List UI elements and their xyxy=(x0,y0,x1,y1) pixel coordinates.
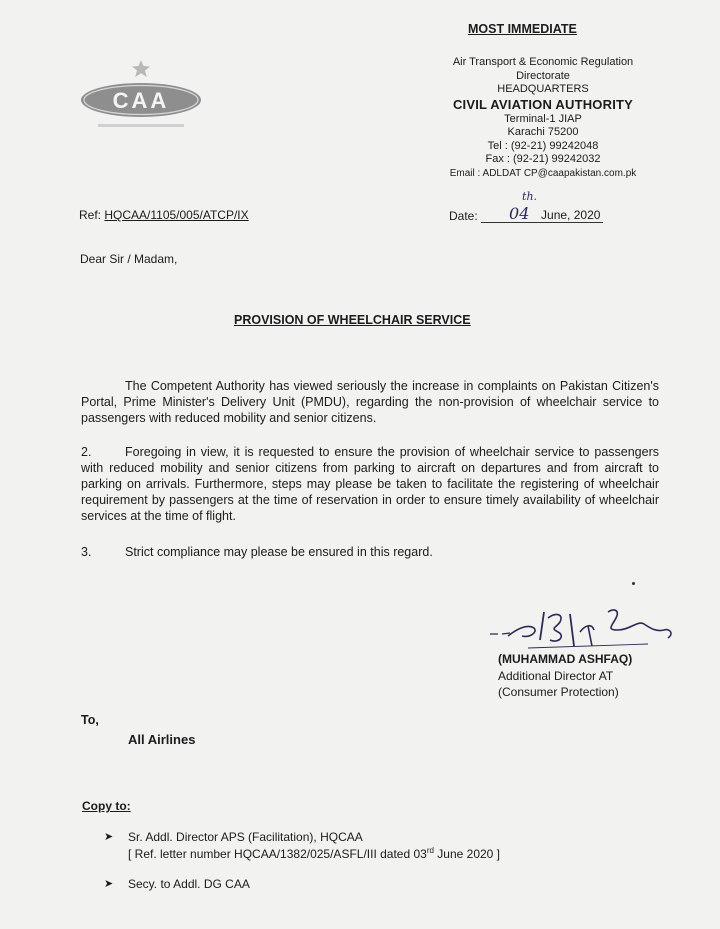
priority-label: MOST IMMEDIATE xyxy=(468,22,577,36)
paragraph-number: 2. xyxy=(81,445,92,459)
email: Email : ADLDAT CP@caapakistan.com.pk xyxy=(449,167,637,179)
signatory-designation: Additional Director AT xyxy=(498,669,614,683)
date-month-year: June, 2020 xyxy=(541,208,601,222)
paragraph-2 xyxy=(81,444,659,524)
copy-to-text: Sr. Addl. Director APS (Facilitation), HQCAA xyxy=(128,830,363,844)
address-line: Directorate xyxy=(516,69,570,82)
ink-dot xyxy=(632,582,635,585)
reference-line xyxy=(79,208,249,222)
logo-text: CAA xyxy=(112,88,170,113)
paragraph-text: Strict compliance may please be ensured in this regard. xyxy=(125,545,433,559)
note-suffix: June 2020 ] xyxy=(433,847,501,861)
copy-to-label: Copy to: xyxy=(82,799,131,813)
caa-logo xyxy=(78,56,206,136)
note-superscript: rd xyxy=(426,846,434,855)
date-field xyxy=(481,190,603,223)
address-line: HEADQUARTERS xyxy=(497,83,589,95)
copy-to-note xyxy=(128,846,500,861)
address-block xyxy=(430,56,656,180)
paragraph-number: 3. xyxy=(81,545,92,559)
address-line: Karachi 75200 xyxy=(507,126,579,138)
ref-label: Ref: xyxy=(79,208,102,222)
date-day: 04 xyxy=(509,204,530,223)
addressee: All Airlines xyxy=(128,732,196,747)
date-label: Date: xyxy=(449,209,478,223)
date-day-suffix: th. xyxy=(522,190,538,203)
address-line: Air Transport & Economic Regulation xyxy=(452,56,634,68)
ref-number: HQCAA/1105/005/ATCP/IX xyxy=(104,208,249,222)
salutation: Dear Sir / Madam, xyxy=(80,252,178,266)
address-line: Terminal-1 JIAP xyxy=(504,112,582,125)
paragraph-3 xyxy=(81,544,659,560)
arrow-bullet-icon: ➤ xyxy=(104,831,114,843)
to-label: To, xyxy=(81,713,99,727)
subject-heading: PROVISION OF WHEELCHAIR SERVICE xyxy=(234,313,471,327)
organization-name: CIVIL AVIATION AUTHORITY xyxy=(452,96,634,112)
paragraph-1 xyxy=(81,378,659,426)
telephone: Tel : (92-21) 99242048 xyxy=(487,139,599,152)
fax: Fax : (92-21) 99242032 xyxy=(485,153,601,165)
signatory-name: (MUHAMMAD ASHFAQ) xyxy=(498,652,633,666)
signatory-department: (Consumer Protection) xyxy=(498,685,619,699)
signatory-title xyxy=(498,668,619,700)
handwritten-signature xyxy=(488,606,678,656)
copy-to-text: Secy. to Addl. DG CAA xyxy=(128,877,250,891)
star-icon xyxy=(132,60,150,77)
paragraph-text: The Competent Authority has viewed seriously the increase in complaints on Pakistan Citizen's Portal, Prime Minister's Delivery Unit (PMDU), regarding the non-provision of wheelchair service to passengers with reduced mobility and senior citizens. xyxy=(81,379,659,425)
date-line xyxy=(449,190,603,223)
note-prefix: [ Ref. letter number HQCAA/1382/025/ASFL/III dated 03 xyxy=(128,847,427,861)
arrow-bullet-icon: ➤ xyxy=(104,878,114,890)
paragraph-text: Foregoing in view, it is requested to ensure the provision of wheelchair service to passengers with reduced mobility and senior citizens from parking to aircraft on departures and from aircraft to parking on arrivals. Furthermore, steps may please be taken to facilitate the registering of wheelchair requirement by passengers at the time of reservation in order to ensure timely availability of wheelchair services at the time of flight. xyxy=(81,445,659,523)
